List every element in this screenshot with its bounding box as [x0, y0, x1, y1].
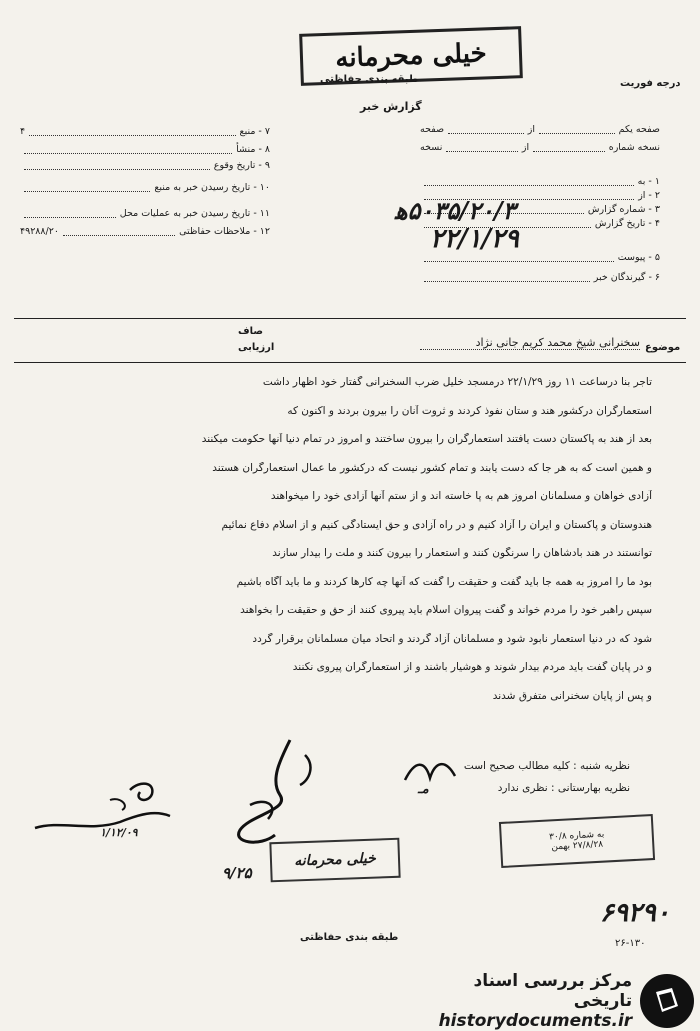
- field-right-row: [420, 272, 660, 283]
- field-right-label: ۲ - از: [638, 190, 660, 201]
- page-unit-label: صفحه: [420, 124, 445, 135]
- margin-label-top: صاف: [238, 326, 264, 337]
- document-number: ۶۹۲۹۰: [600, 898, 670, 928]
- divider-top: [14, 318, 686, 319]
- field-left-value: ۴: [20, 126, 26, 137]
- priority-label: درجه فوریت: [620, 78, 681, 89]
- body-line: هندوستان و پاکستان و ایران را آزاد کنیم و در راه آزادی و حق ایستادگی کنیم و از اسلام دفاع نمائیم: [221, 518, 652, 531]
- registry-stamp-line2: ۲۷/۸/۲۸ بهمن: [551, 839, 604, 853]
- initials-text: مـ: [418, 782, 429, 797]
- registry-stamp-line1: به شماره ۳۰/۸: [548, 829, 605, 843]
- page-total-label: صفحه یکم: [618, 124, 660, 135]
- copy-number-row: نسخه شماره از نسخه: [420, 142, 660, 153]
- field-left-row: [20, 126, 270, 137]
- copy-unit-label: نسخه: [420, 142, 443, 153]
- field-right-label: ۶ - گیرندگان خبر: [593, 272, 660, 283]
- body-line: و در پایان گفت باید مردم بیدار شوند و هوشیار باشند و از استعمارگران پیروی نکنند: [292, 661, 652, 673]
- handwritten-report-number: ۵۰۳۵/۲۰/۳ه‍: [395, 196, 516, 225]
- field-right-row: [420, 176, 660, 187]
- signature-initials: [400, 750, 460, 790]
- signature-left-date: ۱/۱۲/۰۹: [100, 826, 138, 839]
- body-line: شود که در دنیا استعمار نابود شود و مسلمانان آزاد گردند و اتحاد میان مسلمانان برقرار گردد: [252, 632, 652, 645]
- body-line: استعمارگران درکشور هند و ستان نفوذ کردند و ثروت آنان را بیرون بردند و اکنون که: [287, 404, 652, 417]
- report-title: گزارش خبر: [360, 100, 422, 113]
- page-from-label: از: [527, 124, 535, 135]
- field-left-label: ۱۰ - تاریخ رسیدن خبر به منبع: [154, 182, 270, 193]
- divider-subject: [14, 362, 686, 363]
- body-line: بعد از هند به پاکستان دست یافتند استعمارگران را بیرون ساختند و امروز در تمام دنیا آنها حکومت میکنند: [201, 433, 652, 445]
- top-stamp-text: خیلی محرمانه: [334, 38, 488, 74]
- page-count-row: [420, 124, 660, 135]
- watermark-site: historydocuments.ir: [438, 1010, 633, 1031]
- body-line: و همین است که به هر جا که دست یابند و تمام کشور نیست که درکشور ما عمال استعمارگران هستند: [212, 461, 652, 474]
- watermark-bar: [410, 970, 700, 1031]
- field-right-label: ۳ - شماره گزارش: [587, 204, 660, 215]
- field-left-label: ۱۲ - ملاحظات حفاظتی: [179, 226, 270, 237]
- body-line: تاجر بنا درساعت ۱۱ روز ۲۲/۱/۲۹ درمسجد خلیل ضرب السخنرانی گفتار خود اظهار داشت: [262, 376, 652, 388]
- body-line: سپس راهبر خود را مردم خواند و گفت پیروان اسلام باید پیروی کنند از حق و حقیقت را بخواهند: [240, 604, 652, 616]
- field-left-row: [20, 208, 270, 219]
- note-line-1: نظریه شنبه : کلیه مطالب صحیح است: [463, 760, 630, 772]
- subject-label: موضوع: [645, 342, 681, 353]
- body-line: بود ما را امروز به همه جا باید گفت و حقیقت را گفت که آنها چه کارها کردند و ما باید آگاه باشیم: [236, 575, 652, 588]
- subject-value: سخنرانی شیخ محمد کریم جانی نژاد: [420, 336, 640, 350]
- field-left-label: ۸ - منشأ: [236, 144, 270, 155]
- field-left-row: [20, 226, 270, 237]
- field-right-label: ۱ - به: [637, 176, 660, 187]
- margin-label-bottom: ارزیابی: [238, 342, 275, 353]
- field-left-label: ۱۱ - تاریخ رسیدن خبر به عملیات محل: [119, 208, 270, 219]
- handwritten-report-date: ۲۲/۱/۲۹: [430, 224, 519, 254]
- watermark-title: مرکز بررسی اسناد تاریخی: [473, 970, 633, 1011]
- field-left-label: ۷ - منبع: [239, 126, 270, 137]
- signature-middle-date: ۹/۲۵: [222, 864, 252, 882]
- field-left-value: ۴۹۲۸۸/۲۰: [20, 226, 59, 237]
- bottom-confidential-stamp: [269, 838, 400, 883]
- field-left-row: [20, 182, 270, 193]
- field-left-row: [20, 160, 270, 171]
- field-left-label: ۹ - تاریخ وقوع: [213, 160, 270, 171]
- body-line: آزادی خواهان و مسلمانان امروز هم به پا خاسته اند و از ستم آنها آزادی خود را میخواهند: [270, 490, 652, 502]
- classification-header: طبقه بندی حفاظتی: [320, 74, 419, 85]
- field-right-label: ۴ - تاریخ گزارش: [594, 218, 660, 229]
- copy-number-label: نسخه شماره: [608, 142, 660, 153]
- footer-classification: طبقه بندی حفاظتی: [300, 932, 399, 943]
- field-right-label: ۵ - پیوست: [617, 252, 660, 263]
- history-documents-logo-icon: [640, 974, 694, 1028]
- body-line: و پس از پایان سخنرانی متفرق شدند: [492, 689, 652, 702]
- bottom-stamp-text: خیلی محرمانه: [293, 850, 376, 870]
- field-left-row: [20, 144, 270, 155]
- form-code: ۲۶-۱۳۰: [615, 938, 646, 949]
- body-line: توانستند در هند بادشاهان را سرنگون کنند و استعمار را بیرون کنند و ملت را بیدار سازند: [272, 547, 652, 559]
- note-line-2: نظریه بهارستانی : نظری ندارد: [497, 782, 630, 794]
- registry-stamp: [499, 814, 655, 868]
